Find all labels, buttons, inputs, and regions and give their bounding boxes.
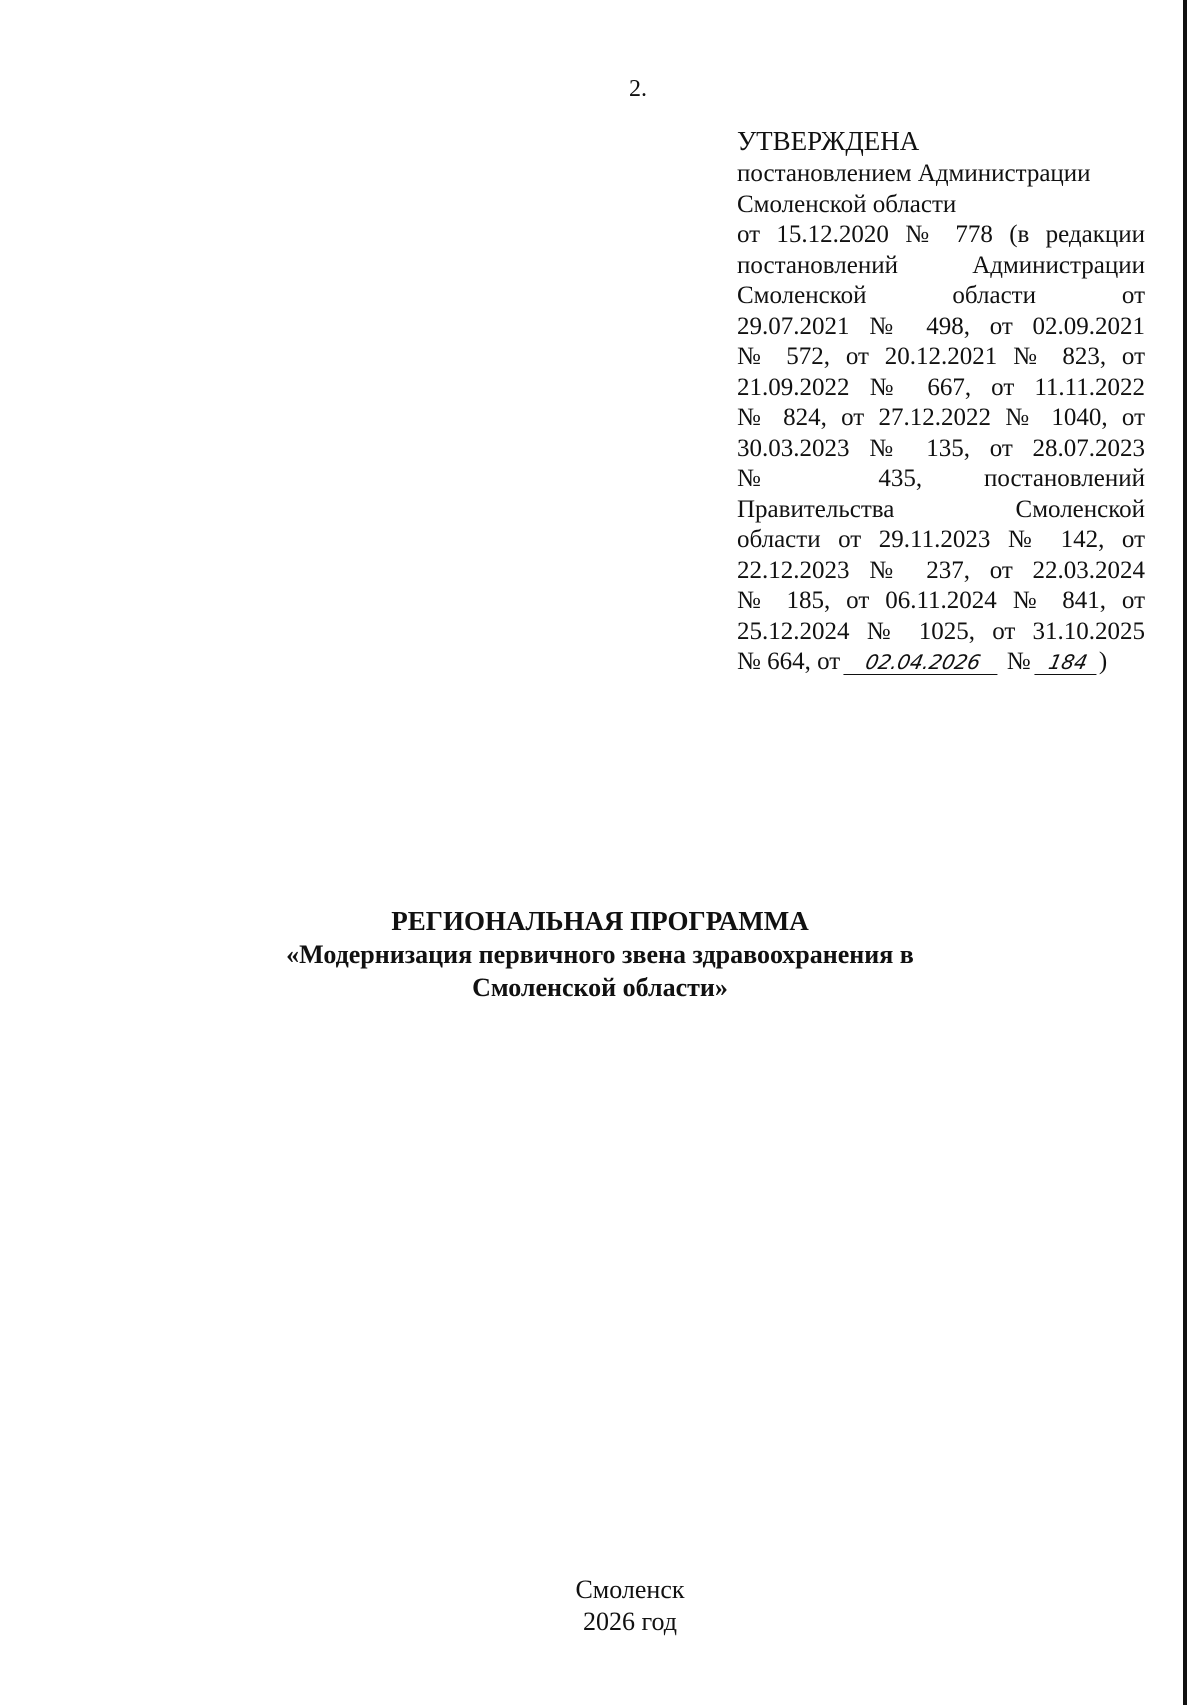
program-title	[0, 905, 1200, 1004]
approval-line: № 572, от 20.12.2021 № 823, от	[737, 343, 1145, 370]
program-title-line: РЕГИОНАЛЬНАЯ ПРОГРАММА	[391, 906, 809, 936]
approval-line: 29.07.2021 № 498, от 02.09.2021	[737, 312, 1145, 340]
approval-line: от 15.12.2020 № 778 (в редакции	[737, 221, 1145, 248]
handwritten-date: 02.04.2026	[844, 650, 1003, 675]
approval-stamp-block	[737, 124, 1145, 678]
page-number: 2.	[629, 76, 647, 102]
approval-line: № 435, постановлений	[737, 465, 1145, 492]
closing-paren: )	[1098, 648, 1108, 675]
footer-year: 2026 год	[583, 1607, 677, 1636]
approval-line: 25.12.2024 № 1025, от 31.10.2025	[737, 617, 1145, 645]
approval-line: № 185, от 06.11.2024 № 841, от	[737, 587, 1145, 614]
approval-line: области от 29.11.2023 № 142, от	[737, 526, 1145, 553]
approval-last-line	[737, 647, 1145, 678]
approval-line: 30.03.2023 № 135, от 28.07.2023	[737, 434, 1145, 462]
footer-place-year	[0, 1574, 1200, 1638]
program-title-line: Смоленской области»	[472, 973, 728, 1002]
approval-line: Смоленской области	[737, 190, 957, 218]
program-title-line: «Модернизация первичного звена здравоохранения в	[286, 940, 914, 969]
approval-line: № 824, от 27.12.2022 № 1040, от	[737, 404, 1145, 431]
page-edge-line	[1183, 0, 1187, 1705]
approval-line: Смоленской области от	[737, 282, 1145, 309]
handwritten-number: 184	[1034, 650, 1101, 675]
approval-line: 21.09.2022 № 667, от 11.11.2022	[737, 373, 1145, 401]
approval-line: постановлением Администрации	[737, 160, 1091, 187]
footer-city: Смоленск	[575, 1575, 685, 1604]
approval-last-line-prefix: № 664, от	[737, 648, 841, 675]
approval-line: постановлений Администрации	[737, 251, 1145, 279]
approval-line: Правительства Смоленской	[737, 495, 1145, 523]
approval-heading: УТВЕРЖДЕНА	[737, 126, 920, 156]
number-sign: №	[1006, 648, 1031, 675]
approval-line: 22.12.2023 № 237, от 22.03.2024	[737, 556, 1145, 584]
